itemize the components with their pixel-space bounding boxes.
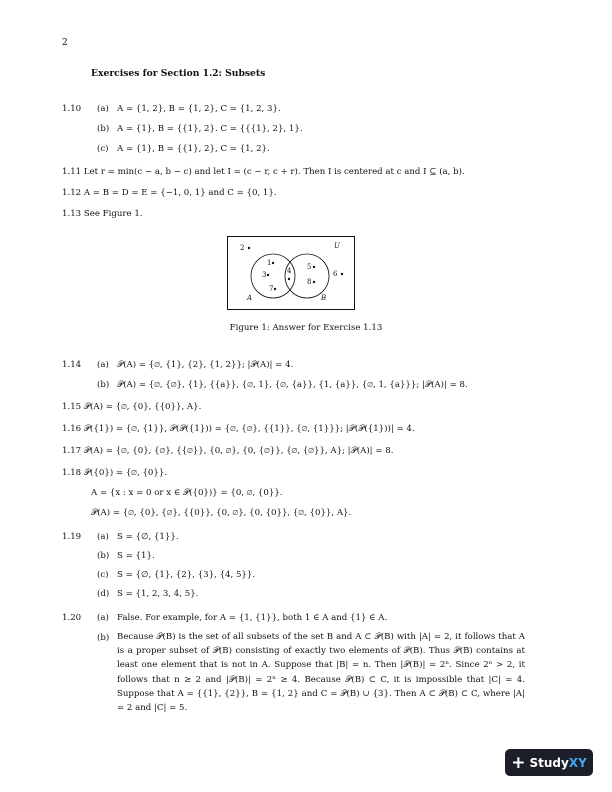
part-text: S = {∅, {1}, {2}, {3}, {4, 5}}. <box>117 570 256 580</box>
part-text: S = {∅, {1}}. <box>117 532 179 542</box>
exercise-number: 1.10 <box>62 104 82 114</box>
element-label: 3 <box>262 271 267 279</box>
element-dot <box>313 266 315 268</box>
figure-caption: Figure 1: Answer for Exercise 1.13 <box>229 323 383 333</box>
part-label: (d) <box>97 589 110 599</box>
part-text: 𝒫(A) = {∅, {∅}, {1}, {{a}}, {∅, 1}, {∅, {a}}, {1, {a}}, {∅, 1, {a}}}; |𝒫(A)| = 8. <box>117 380 468 390</box>
exercise-1-11: 1.11 Let r = min(c − a, b − c) and let I = (c − r, c + r). Then I is centered at c and I ⊆ (a, b). <box>62 167 465 177</box>
section-heading: Exercises for Section 1.2: Subsets <box>91 68 266 79</box>
part-label: (b) <box>97 380 110 390</box>
set-b-circle <box>285 254 329 298</box>
logo-word-xy: XY <box>568 755 587 770</box>
part-label: (a) <box>97 104 109 114</box>
element-label: 1 <box>267 259 272 267</box>
venn-diagram <box>227 236 355 310</box>
exercise-1-18-line: 𝒫(A) = {∅, {0}, {∅}, {{0}}, {0, ∅}, {0, {0}}, {∅, {0}}, A}. <box>91 508 352 518</box>
exercise-number: 1.14 <box>62 360 82 370</box>
studyxy-logo[interactable] <box>505 749 593 776</box>
part-text: False. For example, for A = {1, {1}}, both 1 ∈ A and {1} ∈ A. <box>117 613 388 623</box>
exercise-1-20-b-paragraph: Because 𝒫(B) is the set of all subsets of the set B and A ⊂ 𝒫(B) with |A| = 2, it follows that A is a proper subset of 𝒫(B) consisting of exactly two elements of 𝒫(B). Thus 𝒫(B) contains at least one element that is not in A. Suppose that |B| = n. Then |𝒫(B)| = 2ⁿ. Since 2ⁿ > 2, it follows that n ≥ 2 and |𝒫(B)| = 2ⁿ ≥ 4. Because 𝒫(B) ⊂ C, it is impossible that |C| = 4. Suppose that A = {{1}, {2}}, B = {1, 2} and C = 𝒫(B) ∪ {3}. Then A ⊂ 𝒫(B) ⊂ C, where |A| = 2 and |C| = 5. <box>117 632 525 714</box>
element-label: 5 <box>307 263 312 271</box>
plus-icon: + <box>511 752 526 773</box>
part-label: (a) <box>97 532 109 542</box>
part-text: A = {1}, B = {{1}, 2}. C = {{{1}, 2}, 1}. <box>117 124 303 134</box>
element-label: 6 <box>333 270 338 278</box>
part-text: S = {1, 2, 3, 4, 5}. <box>117 589 199 599</box>
exercise-1-16: 1.16 𝒫({1}) = {∅, {1}}, 𝒫(𝒫({1})) = {∅, {∅}, {{1}}, {∅, {1}}}; |𝒫(𝒫({1}))| = 4. <box>62 424 415 434</box>
logo-word-study: Study <box>529 755 569 770</box>
element-label: 8 <box>307 278 312 286</box>
element-label: 2 <box>240 244 245 252</box>
part-text: A = {1}, B = {{1}, 2}, C = {1, 2}. <box>117 144 270 154</box>
page-number: 2 <box>62 38 68 48</box>
exercise-1-17: 1.17 𝒫(A) = {∅, {0}, {∅}, {{∅}}, {0, ∅}, {0, {∅}}, {∅, {∅}}, A}; |𝒫(A)| = 8. <box>62 446 394 456</box>
element-dot <box>288 278 290 280</box>
element-label: 4 <box>287 267 292 275</box>
element-dot <box>341 273 343 275</box>
part-label: (b) <box>97 124 110 134</box>
element-dot <box>272 262 274 264</box>
exercise-1-18-line: A = {x : x = 0 or x ∈ 𝒫({0})} = {0, ∅, {0}}. <box>91 488 283 498</box>
exercise-number: 1.20 <box>62 613 82 623</box>
element-dot <box>313 281 315 283</box>
element-dot <box>248 247 250 249</box>
part-text: A = {1, 2}, B = {1, 2}, C = {1, 2, 3}. <box>117 104 281 114</box>
element-dot <box>267 274 269 276</box>
element-dot <box>274 288 276 290</box>
set-a-label: A <box>247 294 253 302</box>
part-label: (a) <box>97 613 109 623</box>
element-label: 7 <box>269 285 274 293</box>
exercise-1-13: 1.13 See Figure 1. <box>62 209 143 219</box>
exercise-1-18-line: 1.18 𝒫({0}) = {∅, {0}}. <box>62 468 168 478</box>
part-label: (c) <box>97 144 109 154</box>
exercise-1-15: 1.15 𝒫(A) = {∅, {0}, {{0}}, A}. <box>62 402 202 412</box>
exercise-number: 1.19 <box>62 532 82 542</box>
part-text: S = {1}. <box>117 551 155 561</box>
part-label: (b) <box>97 633 110 643</box>
universe-label: U <box>334 242 340 250</box>
set-b-label: B <box>321 294 327 302</box>
part-label: (c) <box>97 570 109 580</box>
exercise-1-12: 1.12 A = B = D = E = {−1, 0, 1} and C = {0, 1}. <box>62 188 277 198</box>
part-label: (b) <box>97 551 110 561</box>
part-label: (a) <box>97 360 109 370</box>
part-text: 𝒫(A) = {∅, {1}, {2}, {1, 2}}; |𝒫(A)| = 4. <box>117 360 294 370</box>
